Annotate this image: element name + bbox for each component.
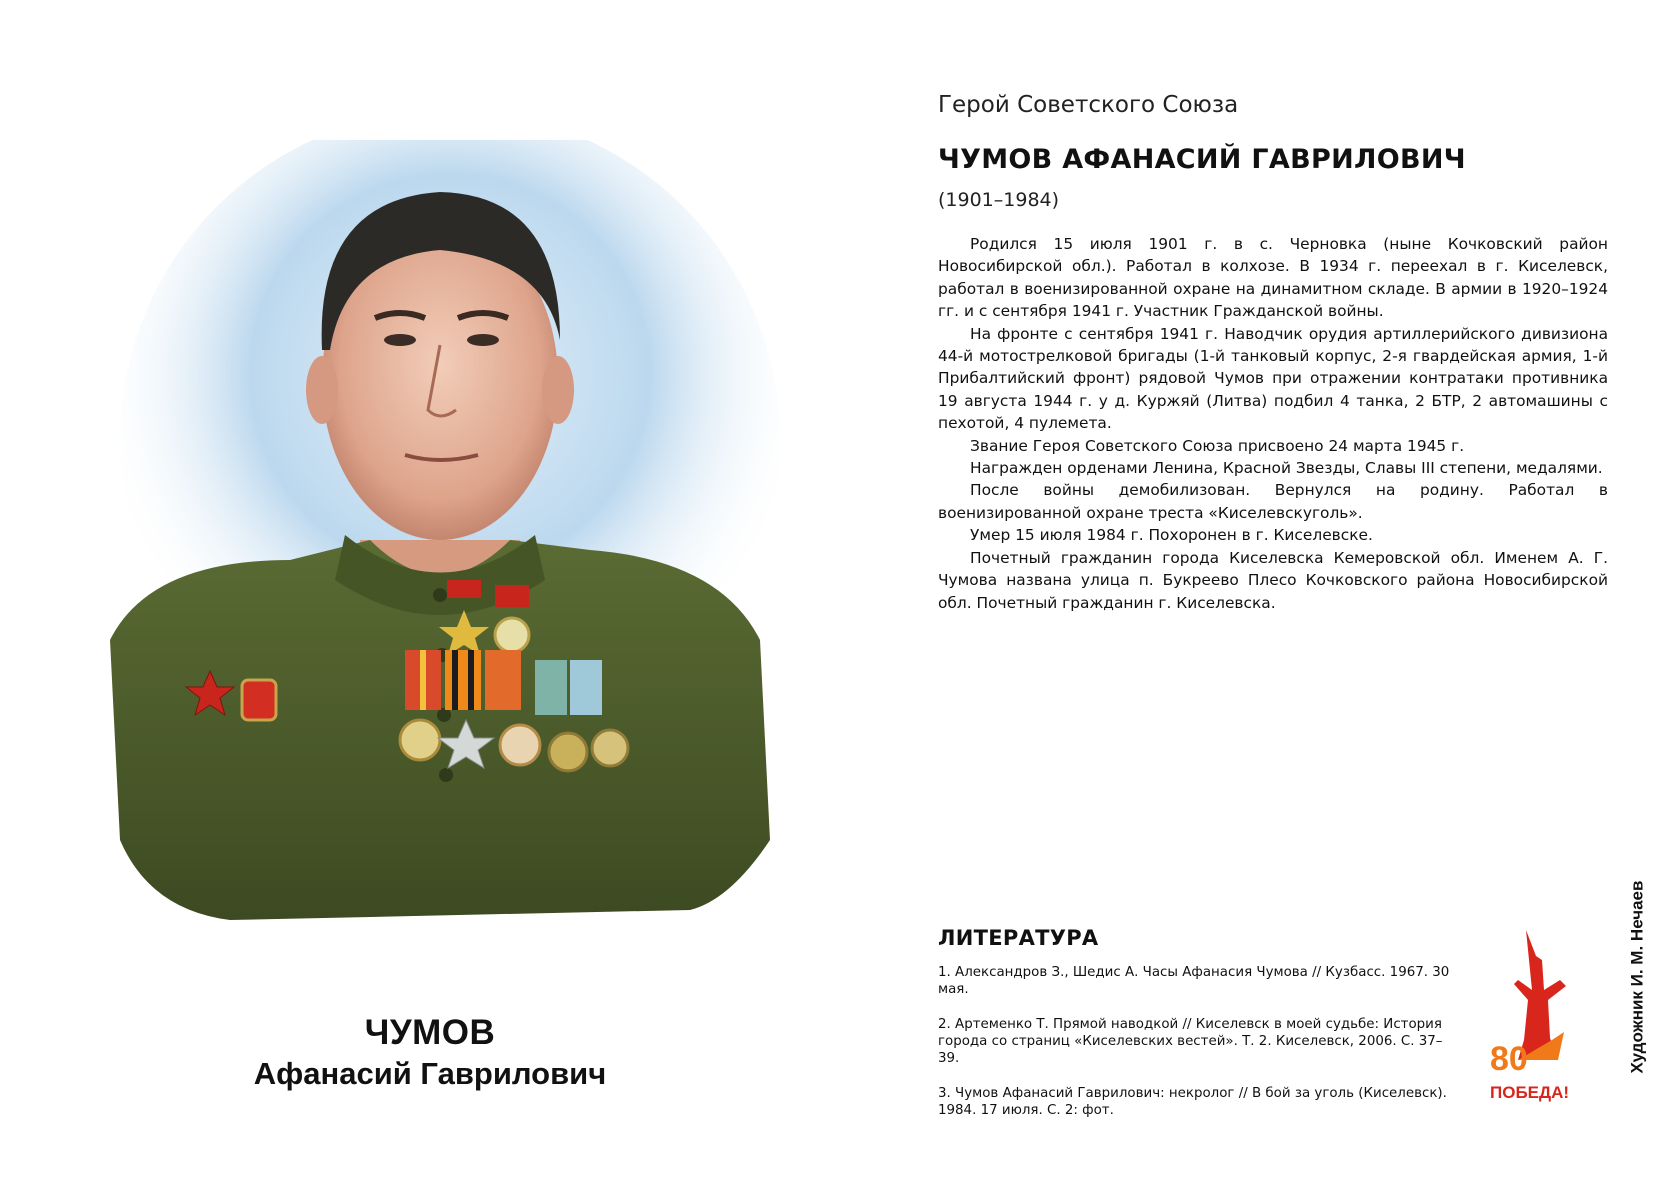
biography-text bbox=[938, 233, 1608, 614]
portrait-painting bbox=[90, 140, 790, 940]
lenin-order bbox=[495, 618, 529, 652]
portrait-caption bbox=[140, 1012, 720, 1094]
bio-paragraph: Награжден орденами Ленина, Красной Звезды, Славы III степени, медалями. bbox=[970, 459, 1603, 478]
hero-life-years: (1901–1984) bbox=[938, 189, 1060, 211]
literature-item: 3. Чумов Афанасий Гаврилович: некролог // В бой за уголь (Киселевск). 1984. 17 июля. С. 2: фот. bbox=[938, 1086, 1447, 1118]
biography-column bbox=[938, 88, 1608, 614]
victory-80-logo bbox=[1488, 920, 1588, 1105]
literature-title: ЛИТЕРАТУРА bbox=[938, 926, 1099, 950]
guard-badge bbox=[242, 680, 276, 720]
bio-paragraph: После войны демобилизован. Вернулся на родину. Работал в военизированной охране треста «Киселевскуголь». bbox=[938, 481, 1608, 522]
bio-paragraph: На фронте с сентября 1941 г. Наводчик орудия артиллерийского дивизиона 44-й мотострелковой бригады (1-й танковый корпус, 2-я гвардейская армия, 1-й Прибалтийский фронт) рядовой Чумов при отражении контратаки противника 19 августа 1944 г. у д. Куржяй (Литва) подбил 4 танка, 2 БТР, 2 автомашины с пехотой, 4 пулемета. bbox=[938, 324, 1608, 433]
hero-full-name: ЧУМОВ АФАНАСИЙ ГАВРИЛОВИЧ bbox=[938, 144, 1466, 175]
bio-paragraph: Родился 15 июля 1901 г. в с. Черновка (ныне Кочковский район Новосибирской обл.). Работал в колхозе. В 1934 г. переехал в г. Киселевск, работал в военизированной охране на динамитном складе. В армии в 1920–1924 гг. и с сентября 1941 г. Участник Гражданской войны. bbox=[938, 235, 1608, 321]
hero-portrait bbox=[90, 140, 790, 940]
bio-paragraph: Звание Героя Советского Союза присвоено 24 марта 1945 г. bbox=[970, 436, 1465, 455]
motherland-statue-icon bbox=[1488, 920, 1588, 1105]
literature-section bbox=[938, 926, 1458, 1137]
literature-list bbox=[938, 964, 1458, 1119]
bio-paragraph: Почетный гражданин города Киселевска Кемеровской обл. Именем А. Г. Чумова названа улица п. Букреево Плесо Кочковского района Новосибирской обл. Почетный гражданин г. Киселевска. bbox=[938, 548, 1608, 612]
artist-credit-text: Художник И. М. Нечаев bbox=[1627, 880, 1647, 1074]
logo-word: ПОБЕДА! bbox=[1490, 1083, 1570, 1102]
hero-rank: Герой Советского Союза bbox=[938, 92, 1239, 118]
portrait-surname: ЧУМОВ bbox=[364, 1013, 496, 1052]
artist-credit bbox=[1622, 862, 1652, 1092]
portrait-given-names: Афанасий Гаврилович bbox=[253, 1056, 607, 1091]
literature-item: 2. Артеменко Т. Прямой наводкой // Киселевск в моей судьбе: История города со страниц «Киселевских вестей». Т. 2. Киселевск, 2006. С. 37–39. bbox=[938, 1017, 1443, 1066]
bio-paragraph: Умер 15 июля 1984 г. Похоронен в г. Киселевске. bbox=[970, 526, 1373, 545]
literature-item: 1. Александров З., Шедис А. Часы Афанасия Чумова // Кузбасс. 1967. 30 мая. bbox=[938, 965, 1450, 997]
logo-number: 80 bbox=[1490, 1040, 1528, 1078]
